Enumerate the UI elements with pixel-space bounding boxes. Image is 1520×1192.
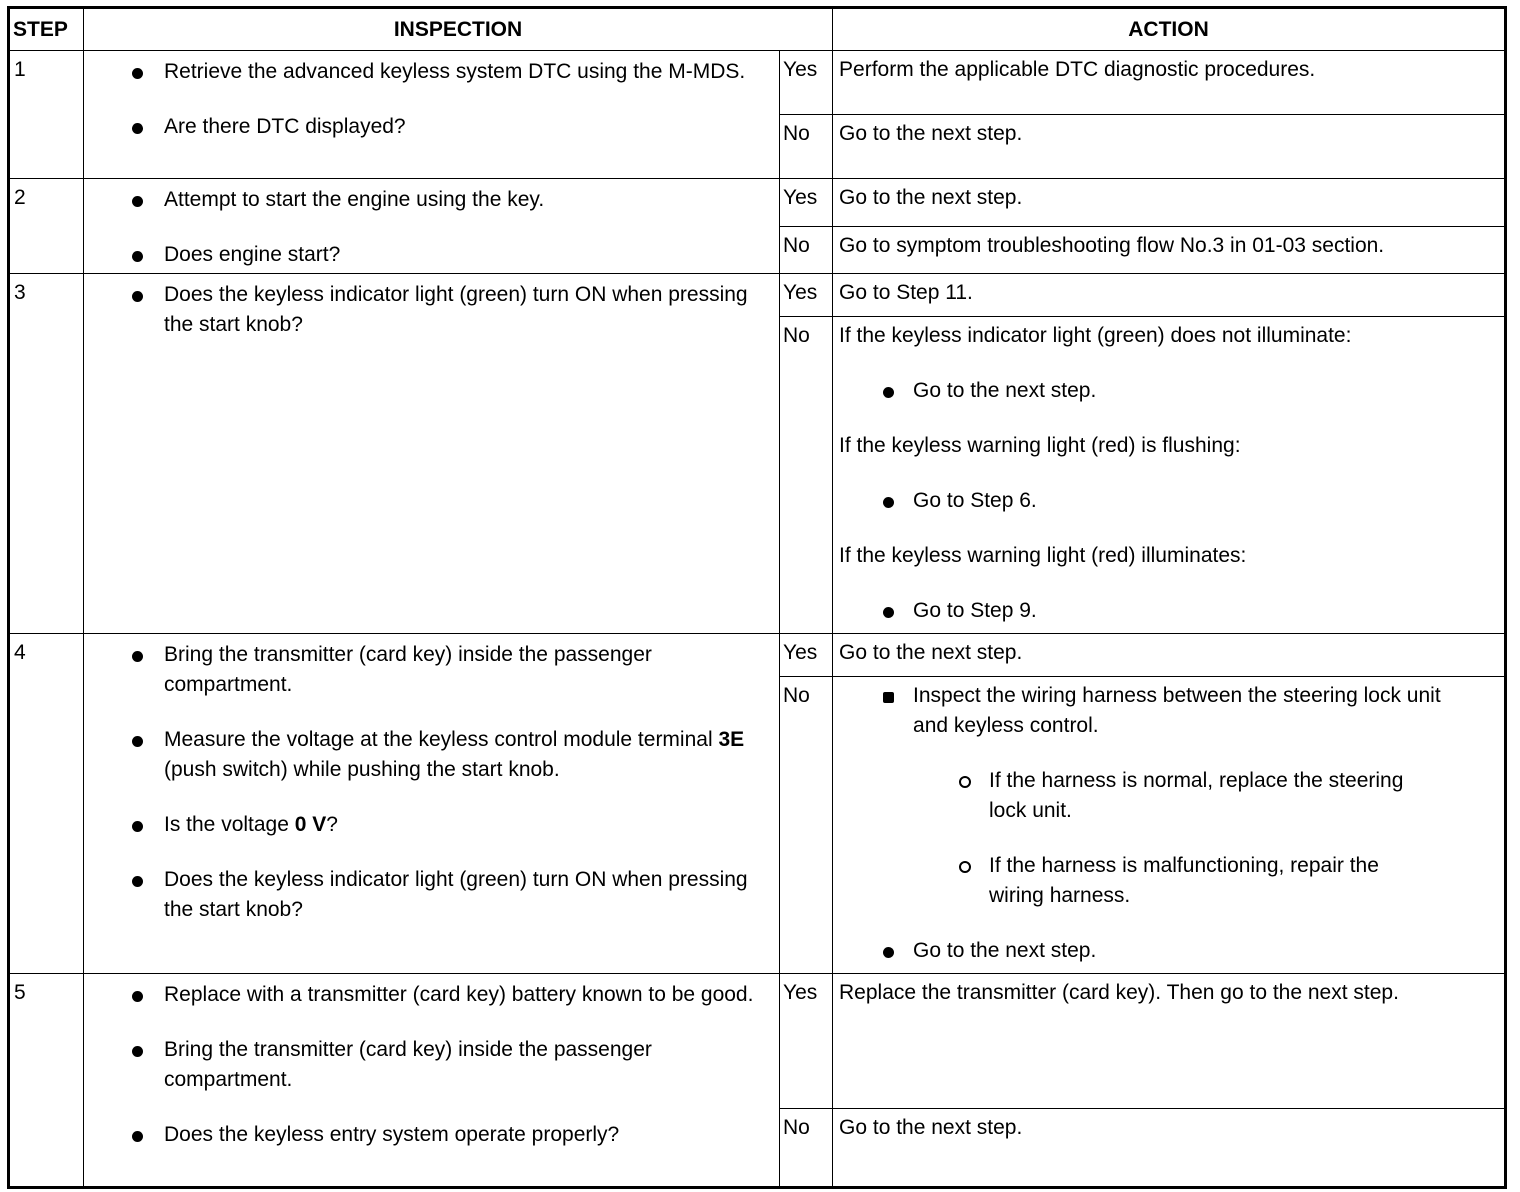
text-segment: Perform the applicable DTC diagnostic procedures. [839,58,1316,81]
bullet-icon [883,387,894,398]
text-segment: Go to the next step. [913,939,1097,962]
inspection-item [84,112,754,142]
yes-label: Yes [780,974,833,1109]
action-bullet [839,681,1453,741]
text-segment: Go to the next step. [839,641,1023,664]
action-text [839,431,1498,461]
text-segment: Go to the next step. [839,122,1023,145]
bullet-icon [132,196,143,207]
text-segment: If the keyless warning light (red) is flushing: [839,434,1241,457]
action-text [839,638,1498,668]
text-segment: Does engine start? [164,243,341,266]
text-segment: Go to the next step. [839,1116,1023,1139]
text-segment: Is the voltage [164,813,295,836]
inspection-cell [84,179,780,274]
no-action [833,227,1506,274]
yes-action [833,974,1506,1109]
action-text [839,321,1498,351]
text-segment: Bring the transmitter (card key) inside the passenger compartment. [164,643,652,696]
action-text [839,231,1498,261]
text-segment: Does the keyless entry system operate properly? [164,1123,620,1146]
step-number: 1 [9,51,84,179]
action-text [839,278,1498,308]
text-segment: Replace with a transmitter (card key) battery known to be good. [164,983,754,1006]
inspection-item [84,280,754,340]
inspection-item [84,640,754,700]
inspection-item [84,810,754,840]
action-text [839,978,1498,1008]
bullet-icon [132,68,143,79]
step-row-yes [9,179,1506,227]
text-segment: If the harness is normal, replace the steering lock unit. [989,769,1404,822]
text-segment: Bring the transmitter (card key) inside the passenger compartment. [164,1038,652,1091]
inspection-item [84,980,754,1010]
action-bullet [839,376,1498,406]
bullet-icon [883,947,894,958]
text-segment: Inspect the wiring harness between the steering lock unit and keyless control. [913,684,1441,737]
text-segment: Does the keyless indicator light (green) turn ON when pressing the start knob? [164,868,748,921]
action-sub-bullet [839,851,1419,911]
step-number: 4 [9,634,84,974]
yes-action [833,179,1506,227]
header-action: ACTION [833,8,1506,51]
text-segment: Go to symptom troubleshooting flow No.3 in 01-03 section. [839,234,1385,257]
no-action [833,115,1506,179]
inspection-item [84,57,754,87]
text-segment: Replace the transmitter (card key). Then go to the next step. [839,981,1399,1004]
bullet-icon [132,291,143,302]
inspection-item [84,240,754,270]
action-sub-bullet [839,766,1419,826]
no-label: No [780,1109,833,1188]
text-segment: If the keyless indicator light (green) does not illuminate: [839,324,1352,347]
hollow-bullet-icon [959,861,971,873]
step-number: 2 [9,179,84,274]
no-label: No [780,227,833,274]
yes-label: Yes [780,51,833,115]
step-number: 5 [9,974,84,1188]
yes-label: Yes [780,274,833,317]
text-segment: If the harness is malfunctioning, repair the wiring harness. [989,854,1379,907]
step-row-yes [9,274,1506,317]
inspection-cell [84,634,780,974]
inspection-item [84,865,754,925]
bullet-icon [132,1046,143,1057]
header-inspection: INSPECTION [84,8,833,51]
text-segment: Go to the next step. [913,379,1097,402]
inspection-cell [84,51,780,179]
bold-text: 0 V [294,813,327,836]
bullet-icon [132,821,143,832]
action-bullet [839,596,1498,626]
step-row-yes [9,974,1506,1109]
no-label: No [780,677,833,974]
inspection-item [84,185,754,215]
action-bullet [839,486,1498,516]
inspection-cell [84,274,780,634]
hollow-bullet-icon [959,776,971,788]
text-segment: If the keyless warning light (red) illuminates: [839,544,1247,567]
no-action [833,317,1506,634]
step-row-yes [9,634,1506,677]
square-bullet-icon [883,692,894,703]
step-row-yes [9,51,1506,115]
inspection-item [84,725,754,785]
text-segment: Does the keyless indicator light (green) turn ON when pressing the start knob? [164,283,748,336]
bullet-icon [132,1131,143,1142]
action-text [839,55,1498,85]
yes-action [833,51,1506,115]
no-action [833,1109,1506,1188]
action-text [839,183,1498,213]
text-segment: Attempt to start the engine using the key. [164,188,545,211]
bullet-icon [132,251,143,262]
yes-label: Yes [780,179,833,227]
yes-action [833,634,1506,677]
bullet-icon [132,736,143,747]
header-row [9,8,1506,51]
text-segment: Are there DTC displayed? [164,115,406,138]
action-text [839,1113,1498,1143]
step-number: 3 [9,274,84,634]
inspection-item [84,1120,754,1150]
inspection-item [84,1035,754,1095]
header-step: STEP [9,8,84,51]
text-segment: Go to the next step. [839,186,1023,209]
text-segment: Measure the voltage at the keyless control module terminal [164,728,719,751]
action-text [839,541,1498,571]
action-text [839,119,1498,149]
bullet-icon [132,123,143,134]
troubleshooting-table [7,6,1507,1189]
text-segment: Go to Step 9. [913,599,1037,622]
bullet-icon [132,651,143,662]
no-label: No [780,317,833,634]
yes-action [833,274,1506,317]
bullet-icon [883,497,894,508]
text-segment: (push switch) while pushing the start knob. [164,758,560,781]
no-label: No [780,115,833,179]
action-bullet [839,936,1498,966]
text-segment: ? [326,813,338,836]
inspection-cell [84,974,780,1188]
no-action [833,677,1506,974]
bullet-icon [132,991,143,1002]
text-segment: Go to Step 6. [913,489,1037,512]
text-segment: Retrieve the advanced keyless system DTC using the M-MDS. [164,60,746,83]
bold-text: 3E [718,728,745,751]
yes-label: Yes [780,634,833,677]
bullet-icon [132,876,143,887]
bullet-icon [883,607,894,618]
text-segment: Go to Step 11. [839,281,973,304]
